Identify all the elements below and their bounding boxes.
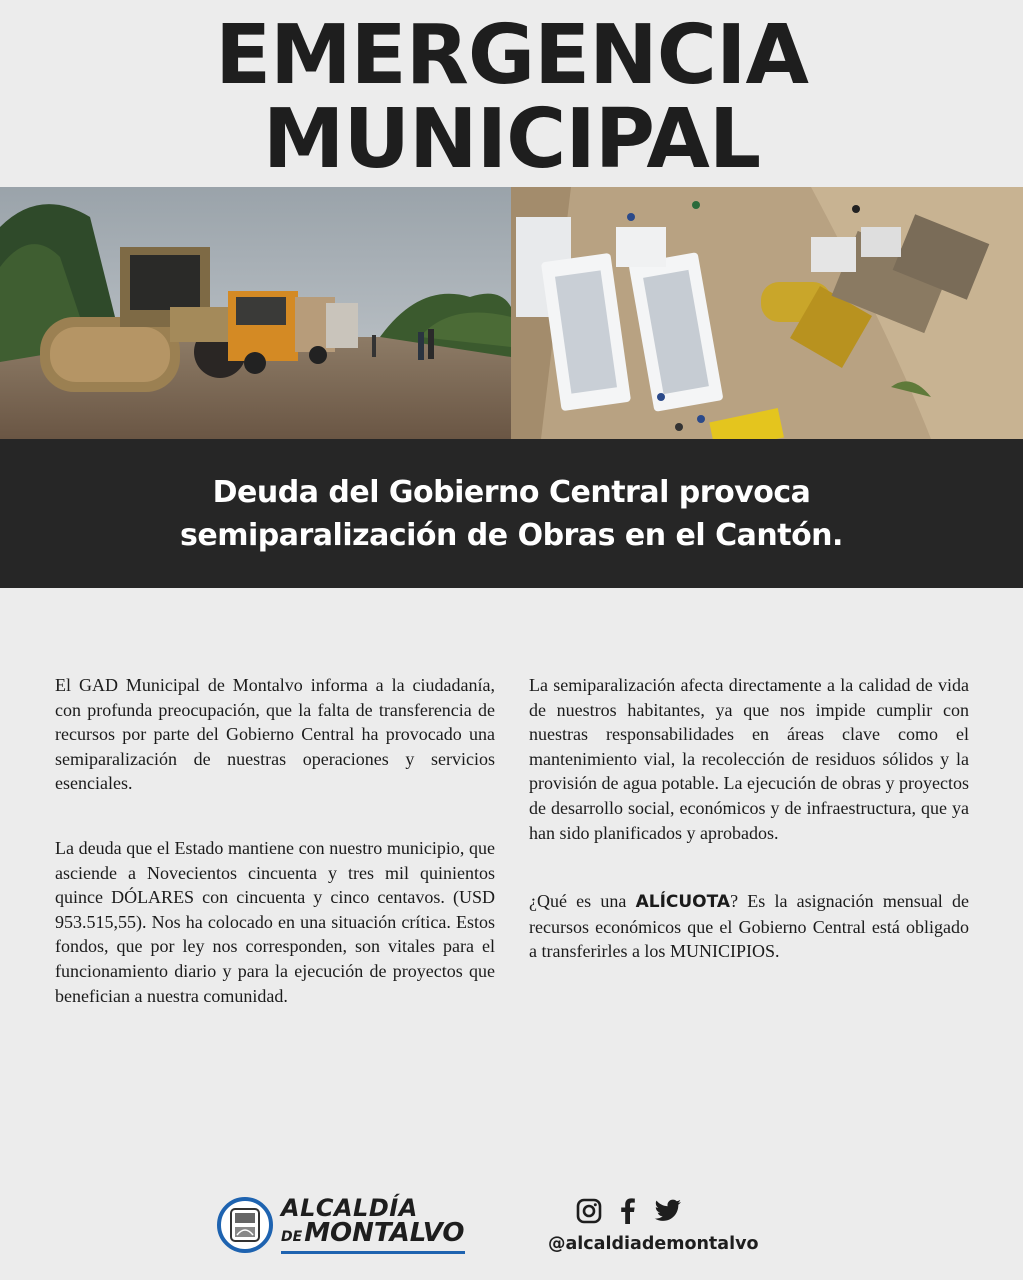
facebook-icon[interactable] [620, 1198, 636, 1229]
alcaldia-logo [217, 1196, 465, 1254]
question-prefix: ¿Qué es una [529, 891, 636, 912]
photo-strip [0, 187, 1023, 439]
paragraph: La deuda que el Estado mantiene con nuestro municipio, que asciende a Novecientos cincuenta y tres mil quinientos quince DÓLARES con cincuenta y cinco centavos. (USD 953.515,55). Nos ha colocado en una situación crítica. Estos fondos, que por ley nos corresponden, son vitales para el funcionamiento diario y para la ejecución de proyectos que benefician a nuestra comunidad. [55, 837, 495, 1006]
body-column-left [55, 673, 495, 1046]
social-block [548, 1198, 768, 1254]
page-title [0, 8, 1023, 187]
logo-de-montalvo [281, 1220, 465, 1254]
alicuota-term: ALÍCUOTA [635, 892, 731, 913]
instagram-icon[interactable] [576, 1198, 602, 1229]
photo-road-machinery [0, 187, 511, 439]
question-answer: ? Es la asignación mensual de recursos económicos que el Gobierno Central está obligado a transferirles a los MUNICIPIOS. [529, 891, 969, 962]
twitter-icon[interactable] [654, 1199, 682, 1228]
paragraph: La semiparalización afecta directamente a la calidad de vida de nuestros habitantes, ya que nos impide cumplir con nuestras responsabilidades en áreas clave como el mantenimiento vial, la recolección de residuos sólidos y la provisión de agua potable. La ejecución de obras y proyectos de desarrollo social, económicos y de infraestructura, que ya han sido planificados y aprobados. [529, 675, 969, 843]
paragraph: El GAD Municipal de Montalvo informa a la ciudadanía, con profunda preocupación, que la falta de transferencia de recursos por parte del Gobierno Central ha provocado una semiparalización de nuestras operaciones y servicios esenciales. [55, 675, 495, 794]
headline-line-1: Deuda del Gobierno Central provoca [212, 474, 811, 510]
headline-line-2: semiparalización de Obras en el Cantón. [180, 517, 843, 553]
social-icons [490, 1198, 768, 1228]
logo-montalvo: MONTALVO [304, 1218, 465, 1248]
title-line-1: EMERGENCIA [215, 8, 808, 103]
logo-text [281, 1196, 465, 1254]
municipal-seal-icon [217, 1197, 273, 1253]
logo-de: DE [281, 1229, 303, 1245]
alicuota-paragraph [529, 889, 969, 964]
body-column-right [529, 673, 969, 1002]
headline-banner [0, 439, 1023, 588]
social-handle[interactable]: @alcaldiademontalvo [548, 1234, 759, 1254]
photo-aerial-trucks [511, 187, 1023, 439]
title-line-2: MUNICIPAL [262, 92, 761, 187]
logo-alcaldia: ALCALDÍA [281, 1194, 418, 1222]
